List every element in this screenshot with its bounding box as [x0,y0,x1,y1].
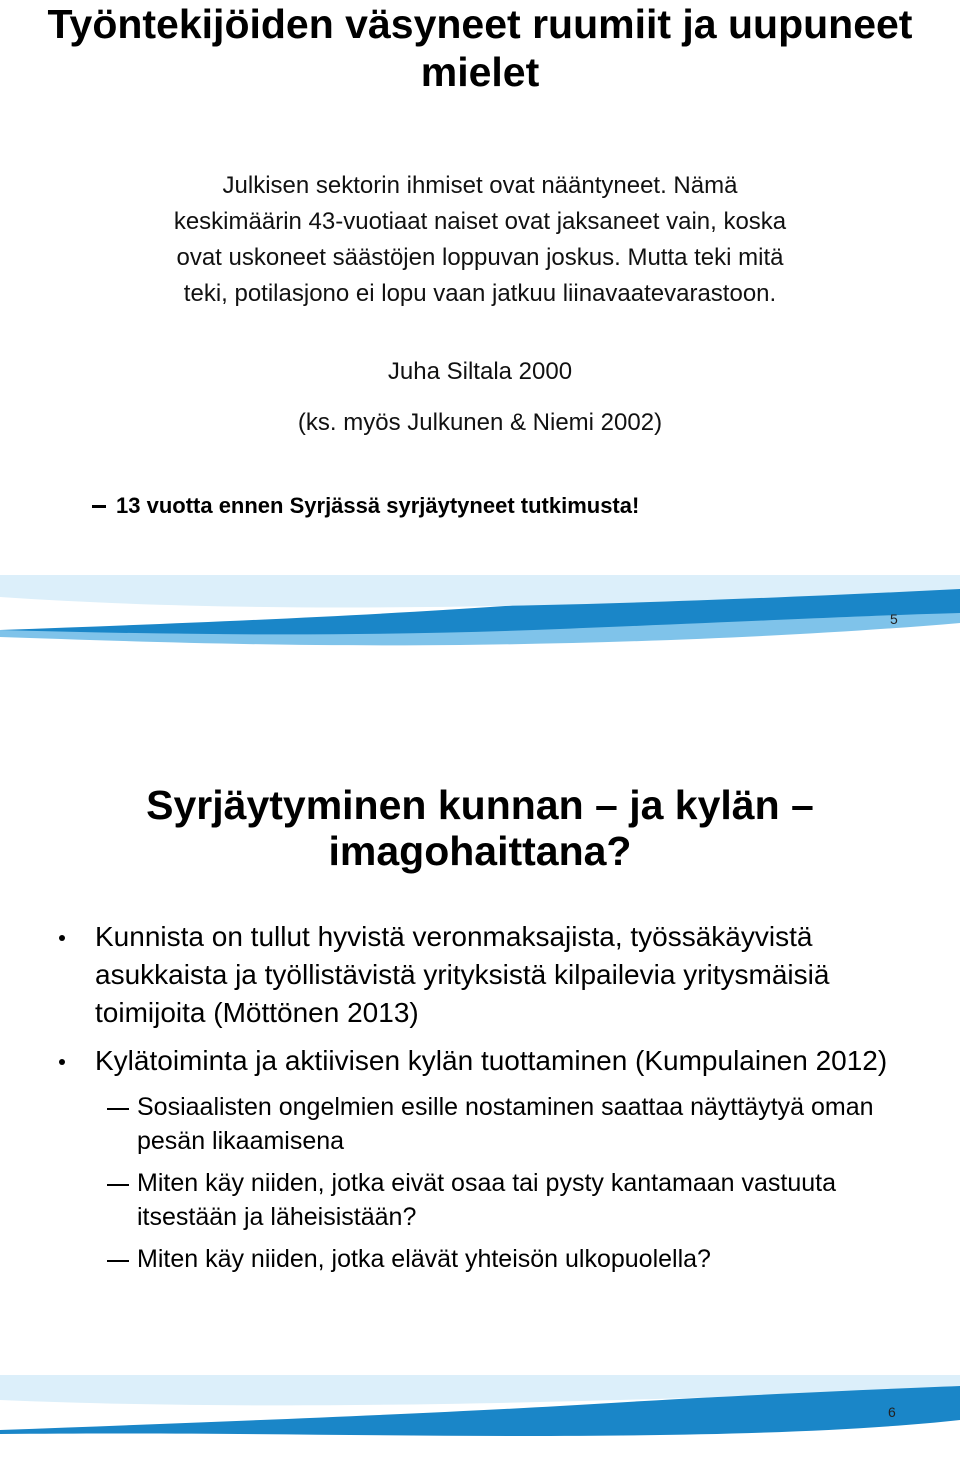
bullet-text: Kunnista on tullut hyvistä veronmaksajista, työssäkäyvistä asukkaista ja työllistävistä yrityksistä kilpailevia yritysmäisiä toimijoita (Möttönen 2013) [95,921,830,1028]
title-line-2: imagohaittana? [328,828,632,874]
dash-icon [107,1260,129,1262]
sub-bullet-item [55,1166,915,1234]
slide5-citation: Juha Siltala 2000 [387,358,573,385]
title-line-1: Syrjäytyminen kunnan – ja kylän – [146,782,814,828]
bullet-item [55,1042,915,1080]
slide-footer-wave [0,1370,960,1468]
page-number: 5 [890,611,898,627]
bullet-dot-icon [59,935,65,941]
bullet-dot-icon [59,1059,65,1065]
quote-line: keskimäärin 43-vuotiaat naiset ovat jaksaneet vain, koska [173,208,787,235]
slide6-title [60,782,900,874]
quote-line: Julkisen sektorin ihmiset ovat nääntyneet. Nämä [222,172,738,199]
quote-line: teki, potilasjono ei lopu vaan jatkuu liinavaatevarastoon. [183,280,777,307]
slide5-citation-extra: (ks. myös Julkunen & Niemi 2002) [297,409,663,436]
bullet-item [55,918,915,1032]
slide5-note [92,490,639,522]
bullet-text: Kylätoiminta ja aktiivisen kylän tuottaminen (Kumpulainen 2012) [95,1045,888,1076]
note-text: 13 vuotta ennen Syrjässä syrjäytyneet tutkimusta! [116,493,640,518]
slide-footer-wave [0,575,960,690]
slide6-bullets [55,918,915,1284]
sub-bullet-item [55,1090,915,1158]
quote-line: ovat uskoneet säästöjen loppuvan joskus. Mutta teki mitä [176,244,784,271]
page-number: 6 [888,1404,896,1420]
slide5-quote [60,168,900,312]
sub-bullet-text: Miten käy niiden, jotka eivät osaa tai pysty kantamaan vastuuta itsestään ja läheisistään? [137,1169,836,1231]
sub-bullet-text: Miten käy niiden, jotka elävät yhteisön ulkopuolella? [137,1245,711,1273]
slide5-title: Työntekijöiden väsyneet ruumiit ja uupuneet mielet [47,1,913,95]
dash-icon [107,1108,129,1110]
sub-bullet-item [55,1242,915,1276]
sub-bullet-text: Sosiaalisten ongelmien esille nostaminen saattaa näyttäytyä oman pesän likaamisena [137,1093,874,1155]
dash-icon [107,1184,129,1186]
dash-marker [92,505,106,508]
